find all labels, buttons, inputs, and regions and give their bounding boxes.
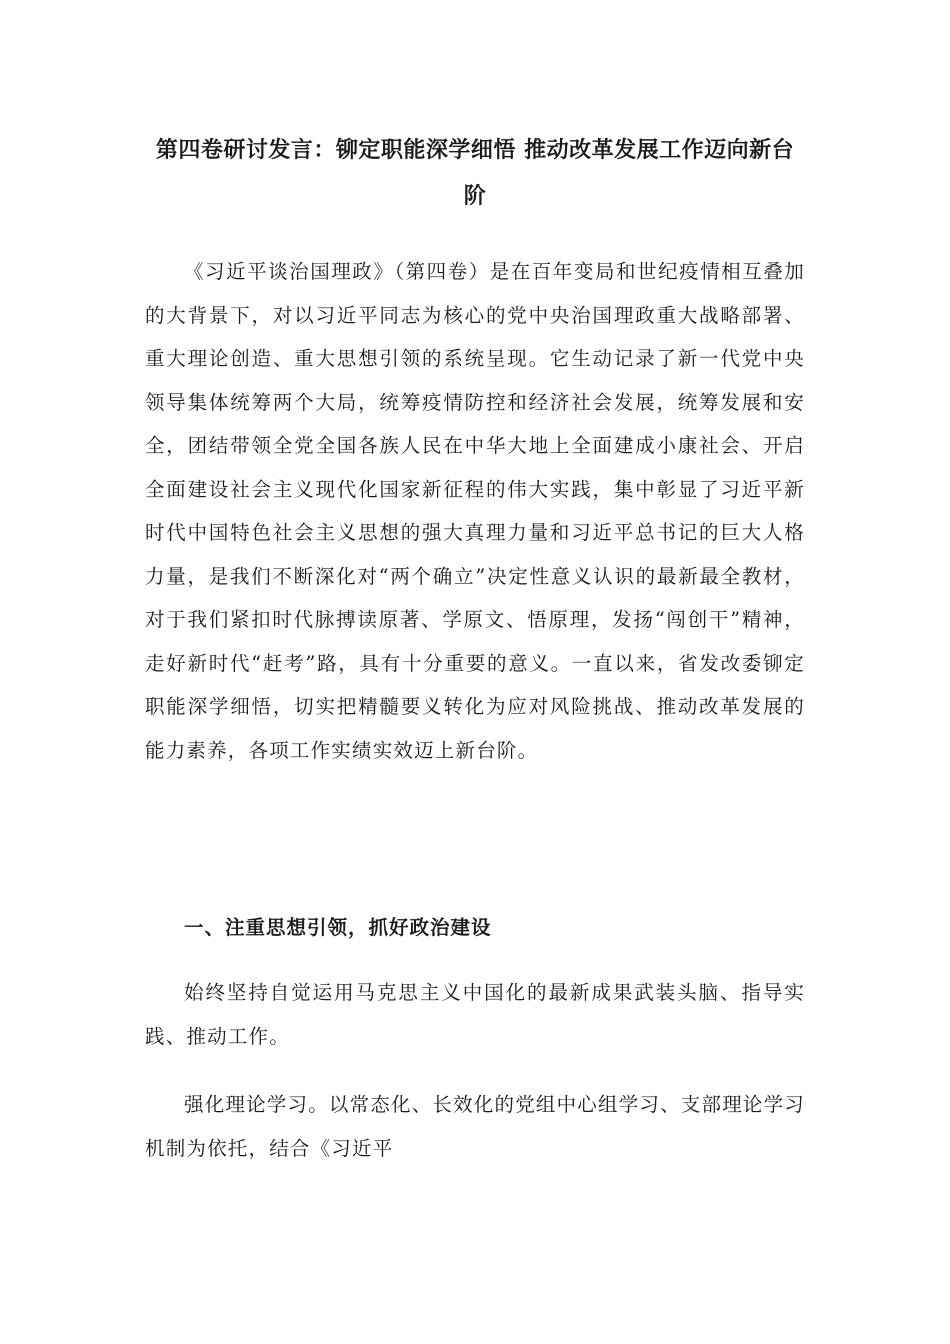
- intro-paragraph: 《习近平谈治国理政》（第四卷）是在百年变局和世纪疫情相互叠加的大背景下，对以习近平同志为核心的党中央治国理政重大战略部署、重大理论创造、重大思想引领的系统呈现。它生动记录了新一代党中央领导集体统筹两个大局，统筹疫情防控和经济社会发展，统筹发展和安全，团结带领全党全国各族人民在中华大地上全面建成小康社会、开启全面建设社会主义现代化国家新征程的伟大实践，集中彰显了习近平新时代中国特色社会主义思想的强大真理力量和习近平总书记的巨大人格力量，是我们不断深化对“两个确立”决定性意义认识的最新最全教材，对于我们紧扣时代脉搏读原著、学原文、悟原理，发扬“闯创干”精神，走好新时代“赶考”路，具有十分重要的意义。一直以来，省发改委铆定职能深学细悟，切实把精髓要义转化为应对风险挑战、推动改革发展的能力素养，各项工作实绩实效迈上新台阶。: [145, 260, 805, 762]
- document-title: 第四卷研讨发言：铆定职能深学细悟 推动改革发展工作迈向新台阶: [155, 138, 795, 209]
- section-heading: 一、注重思想引领，抓好政治建设: [184, 916, 492, 939]
- section-paragraph-2: 强化理论学习。以常态化、长效化的党组中心组学习、支部理论学习机制为依托，结合《习近平: [145, 1093, 806, 1160]
- section-paragraph-1: 始终坚持自觉运用马克思主义中国化的最新成果武装头脑、指导实践、推动工作。: [145, 981, 805, 1048]
